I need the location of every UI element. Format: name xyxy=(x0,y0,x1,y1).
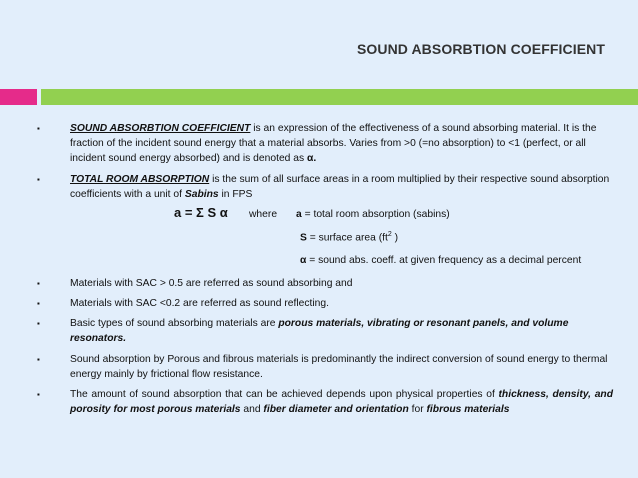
formula-where: where xyxy=(249,209,278,221)
alpha-def-symbol: α xyxy=(300,254,307,266)
porous-conversion-text: Sound absorption by Porous and fibrous materials is predominantly the indirect conversion of sound energy to thermal energy mainly by frictional flow resistance. xyxy=(70,353,608,380)
s-symbol: S xyxy=(300,232,307,244)
properties-emph-fibrous: fibrous materials xyxy=(426,404,510,416)
sac-text: is an expression of the effectiveness of a sound absorbing material. It is the fraction of the incident sound energy that a material absorbs. Varies from >0 (=no absorption) to <1 (perfect, or all incident sound energy absorbed) and is denoted as xyxy=(70,123,597,165)
term-sac: SOUND ABSORBTION COEFFICIENT xyxy=(70,123,251,134)
accent-bar-green xyxy=(41,89,638,105)
bullet-icon: ▪ xyxy=(37,390,40,400)
bullet-porous-conversion xyxy=(33,352,613,382)
sac-reflecting-text: Materials with SAC <0.2 are referred as sound reflecting. xyxy=(70,298,329,310)
material-types-emph: porous materials, vibrating or resonant panels, and volume resonators. xyxy=(70,318,569,345)
bullet-sac-reflecting xyxy=(33,296,613,311)
properties-emph-porous: thickness, density, and porosity for most porous materials xyxy=(70,389,613,416)
bullet-icon: ▪ xyxy=(37,299,40,309)
bullet-list xyxy=(33,121,613,202)
bullet-total-room-absorption xyxy=(33,172,613,202)
properties-and: and xyxy=(240,404,264,416)
bullet-icon: ▪ xyxy=(37,174,40,184)
slide-body xyxy=(33,121,613,422)
properties-for: for xyxy=(408,404,427,416)
formula: a = Σ S α xyxy=(174,205,228,221)
slide-title: SOUND ABSORBTION COEFFICIENT xyxy=(356,41,605,57)
tra-text: is the sum of all surface areas in a room multiplied by their respective sound absorption coefficients with a unit of xyxy=(70,173,610,200)
properties-emph-fiber: fiber diameter and orientation xyxy=(263,404,409,416)
bullet-icon: ▪ xyxy=(37,319,40,329)
formula-def-s xyxy=(33,227,613,246)
tra-text-end: in FPS xyxy=(218,188,253,200)
term-total-room-absorption: TOTAL ROOM ABSORPTION xyxy=(70,173,210,185)
alpha-definition: = sound abs. coeff. at given frequency as a decimal percent xyxy=(306,254,582,266)
bullet-material-types xyxy=(33,316,613,346)
bullet-icon: ▪ xyxy=(37,124,40,133)
formula-def-alpha xyxy=(33,253,613,268)
a-symbol: a xyxy=(296,209,302,221)
properties-text: The amount of sound absorption that can be achieved depends upon physical properties of xyxy=(70,389,499,401)
bullet-list-2 xyxy=(33,276,613,418)
unit-sabins: Sabins xyxy=(184,188,219,200)
accent-bar-pink xyxy=(0,89,37,105)
bullet-sac-definition xyxy=(33,121,613,167)
alpha-symbol: α. xyxy=(307,153,317,165)
bullet-icon: ▪ xyxy=(37,354,40,364)
bullet-physical-properties xyxy=(33,387,613,417)
formula-row xyxy=(33,205,613,225)
formula-def-a xyxy=(296,207,450,222)
s-definition: = surface area (ft xyxy=(306,232,388,244)
a-definition: = total room absorption (sabins) xyxy=(301,209,450,221)
material-types-text: Basic types of sound absorbing materials are xyxy=(70,318,279,330)
s-superscript: 2 xyxy=(387,231,392,239)
bullet-icon: ▪ xyxy=(37,278,40,288)
s-definition-end: ) xyxy=(391,232,399,244)
bullet-sac-absorbing xyxy=(33,276,613,291)
sac-absorbing-text: Materials with SAC > 0.5 are referred as sound absorbing and xyxy=(70,277,353,289)
